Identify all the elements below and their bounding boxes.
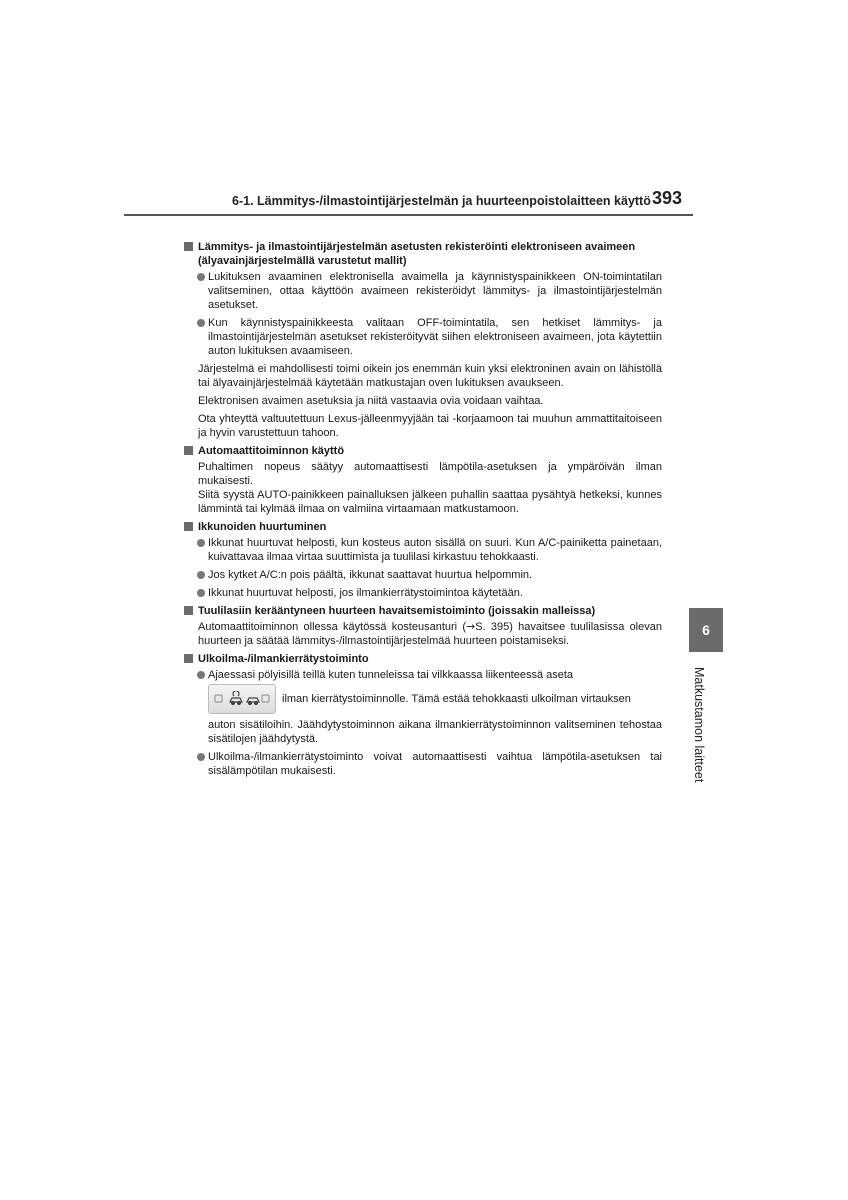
- circle-bullet-icon: [197, 753, 205, 761]
- list-item-text: Ulkoilma-/ilmankierrätystoiminto voivat automaattisesti vaihtua lämpötila-asetuksen tai sisälämpötilan mukaisesti.: [208, 751, 662, 777]
- list-item: [184, 568, 662, 582]
- paragraph-text: Automaattitoiminnon ollessa käytössä kosteusanturi (: [198, 621, 467, 633]
- header-divider: [124, 214, 693, 216]
- list-item: [184, 536, 662, 564]
- list-item: [184, 750, 662, 778]
- list-item-text: Ajaessasi pölyisillä teillä kuten tunneleissa tai vilkkaassa liikenteessä aseta: [208, 669, 574, 681]
- square-bullet-icon: [184, 654, 193, 663]
- section-heading: [184, 444, 662, 458]
- square-bullet-icon: [184, 606, 193, 615]
- circle-bullet-icon: [197, 671, 205, 679]
- section-heading-text: Tuulilasiin kerääntyneen huurteen havaitsemistoiminto (joissakin malleissa): [198, 605, 596, 617]
- circle-bullet-icon: [197, 571, 205, 579]
- arrow-icon: →: [466, 620, 476, 633]
- list-item-text: Ikkunat huurtuvat helposti, jos ilmankierrätystoimintoa käytetään.: [208, 587, 523, 599]
- paragraph: Elektronisen avaimen asetuksia ja niitä vastaavia ovia voidaan vaihtaa.: [198, 395, 544, 407]
- page-content: [184, 238, 662, 782]
- circle-bullet-icon: [197, 539, 205, 547]
- section-heading-text: Lämmitys- ja ilmastointijärjestelmän asetusten rekisteröinti elektroniseen avaimeen (älyavainjärjestelmällä varustetut mallit): [198, 241, 636, 267]
- recirculation-button-icon: [208, 684, 276, 714]
- circle-bullet-icon: [197, 273, 205, 281]
- section-heading-text: Automaattitoiminnon käyttö: [198, 445, 345, 457]
- paragraph-text: ) havaitsee tuulilasissa olevan huurteen ja säätää lämmitys-/ilmastointijärjestelmää huurteen poistamiseksi.: [198, 621, 662, 647]
- section-heading: [184, 652, 662, 666]
- paragraph: Siitä syystä AUTO-painikkeen painalluksen jälkeen puhallin saattaa pysähtyä hetkeksi, kunnes lämmintä tai kylmää ilmaa on valmiina virtaamaan matkustamoon.: [198, 489, 662, 515]
- section-heading: [184, 520, 662, 534]
- list-item-text: Jos kytket A/C:n pois päältä, ikkunat saattavat huurtua helpommin.: [208, 569, 533, 581]
- list-item-text: Ikkunat huurtuvat helposti, kun kosteus auton sisällä on suuri. Kun A/C-painiketta painetaan, kuivattavaa ilmaa virtaa suuttimista ja tuulilasi kirkastuu tehokkaasti.: [208, 537, 662, 563]
- paragraph: Järjestelmä ei mahdollisesti toimi oikein jos enemmän kuin yksi elektroninen avain on lähistöllä tai älyavainjärjestelmää käytetään matkustajan oven lukituksen avaukseen.: [198, 363, 662, 389]
- section-heading-text: Ulkoilma-/ilmankierrätystoiminto: [198, 653, 369, 665]
- page-number: 393: [652, 188, 683, 208]
- section-heading: [184, 240, 662, 268]
- square-bullet-icon: [184, 242, 193, 251]
- paragraph: [184, 620, 662, 648]
- section-heading: [184, 604, 662, 618]
- list-item: [184, 316, 662, 358]
- list-item-text: Lukituksen avaaminen elektronisella avaimella ja käynnistyspainikkeen ON-toimintatilan valitseminen, ottaa käyttöön avaimeen rekisteröidyt lämmitys- ja ilmastointijärjestelmän asetukset.: [208, 271, 662, 311]
- square-bullet-icon: [184, 446, 193, 455]
- list-item-text: ilman kierrätystoiminnolle. Tämä estää tehokkaasti ulkoilman virtauksen: [282, 693, 631, 705]
- list-item-continuation: auton sisätiloihin. Jäähdytystoiminnon aikana ilmankierrätystoiminnon valitseminen tehostaa sisätilojen jäähdytystä.: [208, 719, 662, 745]
- list-item-text: Kun käynnistyspainikkeesta valitaan OFF-toimintatila, sen hetkiset lämmitys- ja ilmastointijärjestelmän asetukset rekisteröityvät siihen elektroniseen avaimeen, jota käytettiin auton lukituksen avaamiseen.: [208, 317, 662, 357]
- circle-bullet-icon: [197, 589, 205, 597]
- square-bullet-icon: [184, 522, 193, 531]
- list-item: [184, 270, 662, 312]
- chapter-tab: 6: [689, 608, 723, 652]
- paragraph: Ota yhteyttä valtuutettuun Lexus-jälleenmyyjään tai -korjaamoon tai muuhun ammattitaitoiseen ja hyvin varustettuun tahoon.: [198, 413, 662, 439]
- list-item: [184, 668, 662, 682]
- paragraph: Puhaltimen nopeus säätyy automaattisesti lämpötila-asetuksen ja ympäröivän ilman mukaisesti.: [198, 461, 662, 487]
- button-image-line: [184, 684, 662, 714]
- circle-bullet-icon: [197, 319, 205, 327]
- chapter-label: Matkustamon laitteet: [692, 667, 706, 783]
- page-reference-link: S. 395: [475, 621, 510, 633]
- page-header-title: 6-1. Lämmitys-/ilmastointijärjestelmän ja huurteenpoistolaitteen käyttö: [232, 194, 651, 208]
- list-item: [184, 586, 662, 600]
- section-heading-text: Ikkunoiden huurtuminen: [198, 521, 327, 533]
